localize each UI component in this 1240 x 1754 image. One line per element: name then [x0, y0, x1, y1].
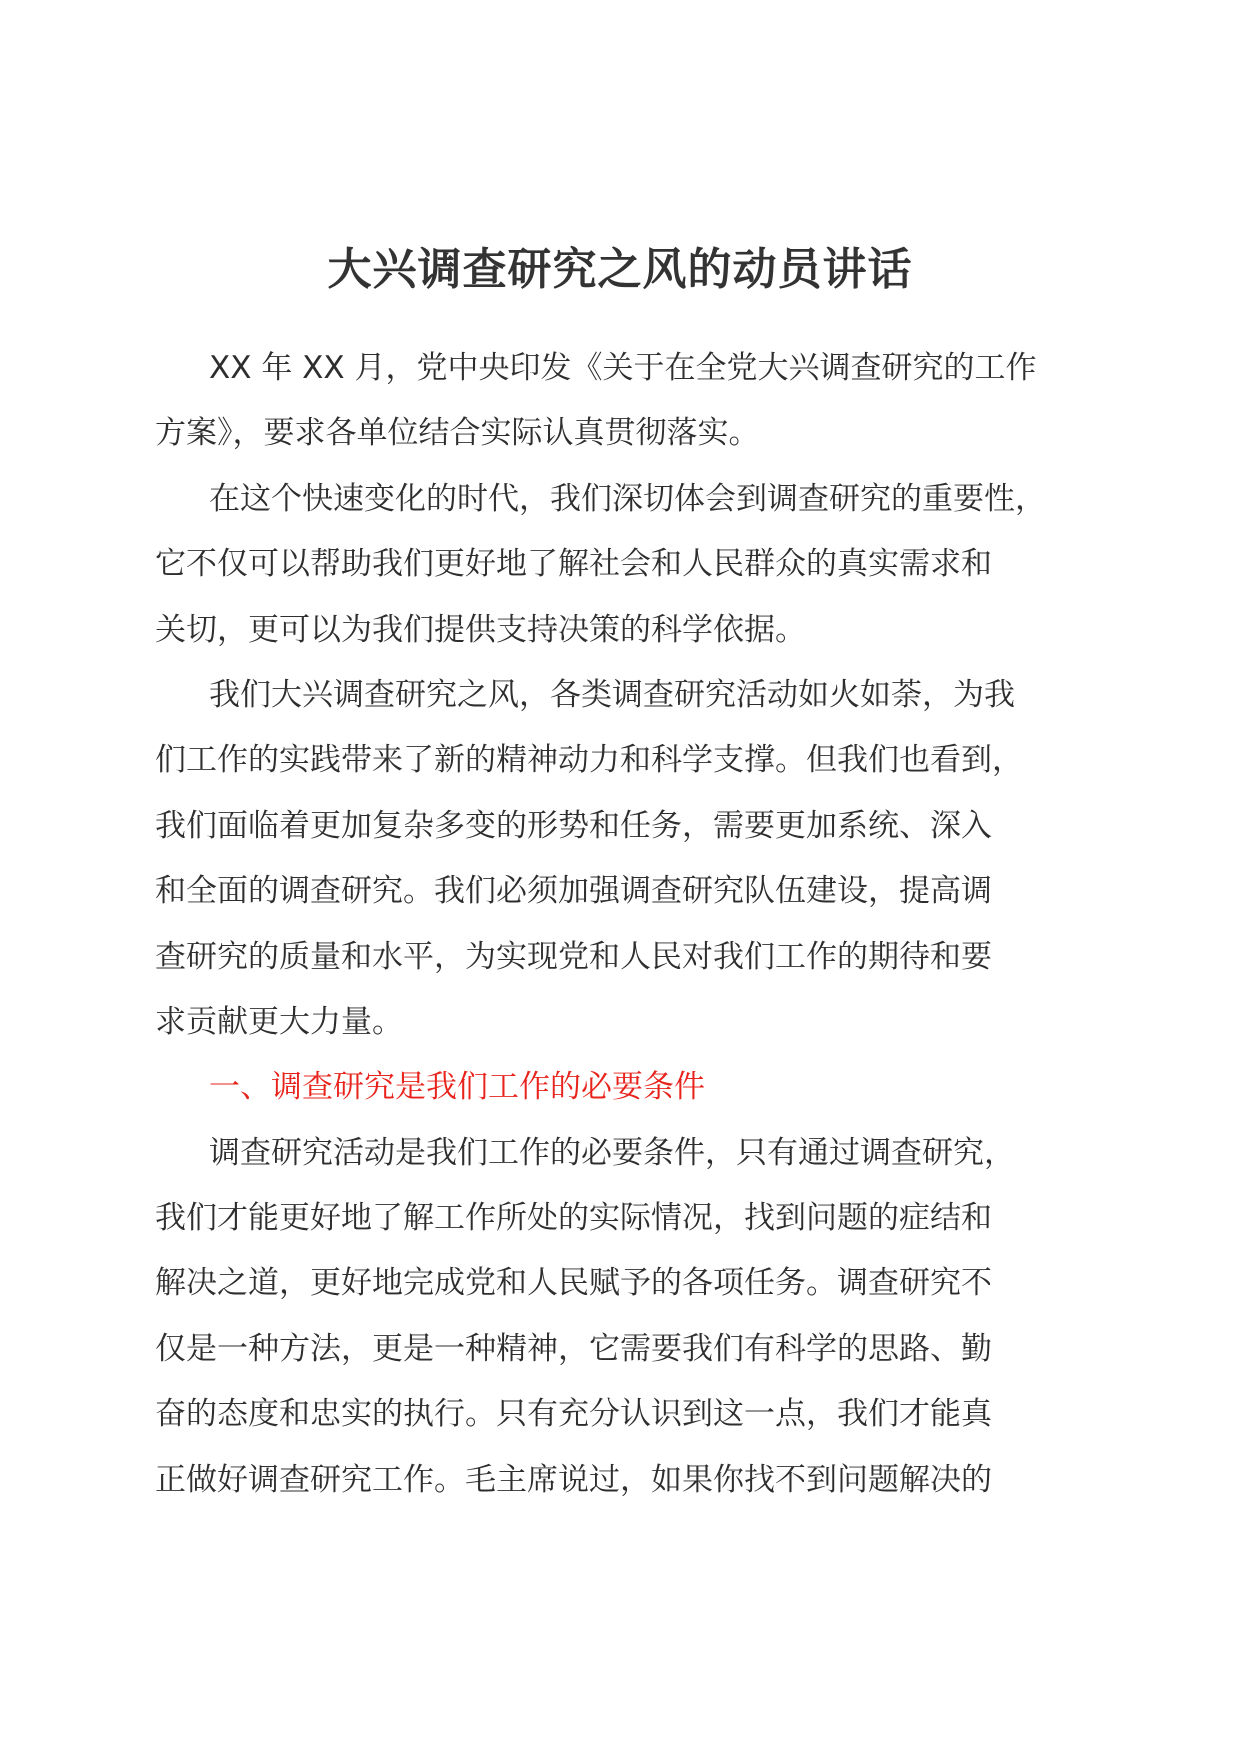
document-body [155, 336, 1105, 1513]
paragraph-line: 方案》，要求各单位结合实际认真贯彻落实。 [155, 415, 760, 452]
paragraph-line: 在这个快速变化的时代，我们深切体会到调查研究的重要性， [209, 480, 1046, 517]
paragraph-line: XX 年 XX 月，党中央印发《关于在全党大兴调查研究的工作 [209, 350, 1037, 386]
paragraph-line: 和全面的调查研究。我们必须加强调查研究队伍建设，提高调 [155, 873, 992, 910]
section-heading: 一、调查研究是我们工作的必要条件 [209, 1069, 705, 1106]
paragraph-line: 们工作的实践带来了新的精神动力和科学支撑。但我们也看到， [155, 742, 1023, 779]
paragraph-line: 正做好调查研究工作。毛主席说过，如果你找不到问题解决的 [155, 1461, 992, 1498]
paragraph-line: 它不仅可以帮助我们更好地了解社会和人民群众的真实需求和 [155, 546, 992, 583]
paragraph-line: 调查研究活动是我们工作的必要条件，只有通过调查研究， [209, 1134, 1015, 1171]
paragraph-line: 求贡献更大力量。 [155, 1003, 403, 1040]
paragraph-line: 查研究的质量和水平，为实现党和人民对我们工作的期待和要 [155, 938, 992, 975]
paragraph-line: 我们才能更好地了解工作所处的实际情况，找到问题的症结和 [155, 1200, 992, 1237]
document-title: 大兴调查研究之风的动员讲话 [327, 244, 913, 295]
paragraph-line: 仅是一种方法，更是一种精神，它需要我们有科学的思路、勤 [155, 1330, 992, 1367]
paragraph-line: 我们大兴调查研究之风，各类调查研究活动如火如荼，为我 [209, 676, 1015, 713]
paragraph-line: 关切，更可以为我们提供支持决策的科学依据。 [155, 611, 806, 648]
paragraph-line: 解决之道，更好地完成党和人民赋予的各项任务。调查研究不 [155, 1265, 992, 1302]
paragraph-line: 奋的态度和忠实的执行。只有充分认识到这一点，我们才能真 [155, 1396, 992, 1433]
paragraph-line: 我们面临着更加复杂多变的形势和任务，需要更加系统、深入 [155, 807, 992, 844]
